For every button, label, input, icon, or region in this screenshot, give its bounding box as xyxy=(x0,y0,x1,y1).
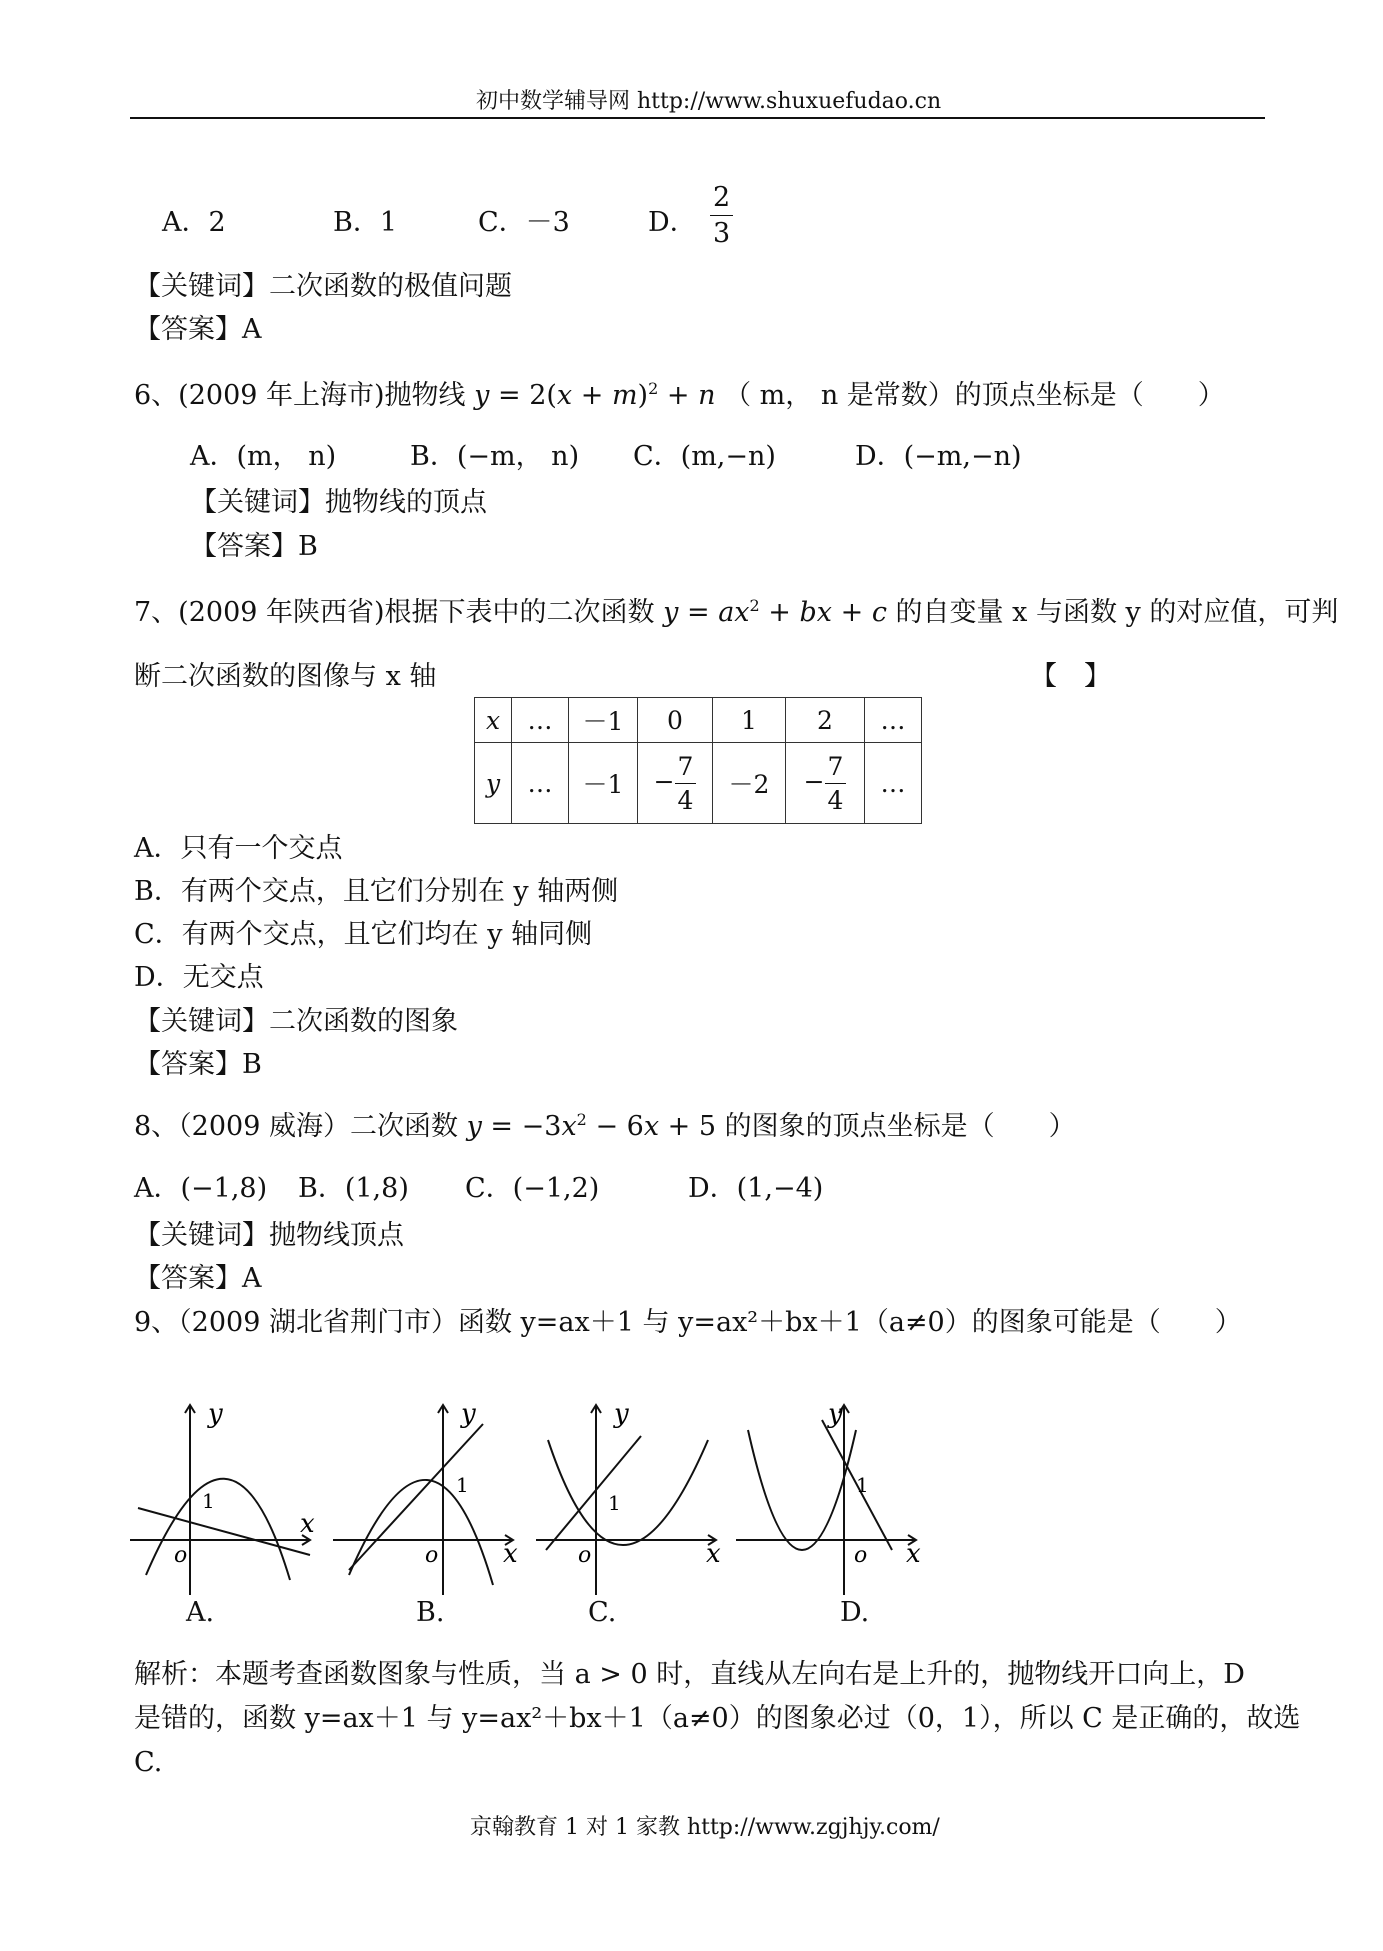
graph-c-label: C. xyxy=(588,1597,617,1628)
table-cell: … xyxy=(865,698,922,743)
table-cell: … xyxy=(512,743,569,824)
q6-formula: $y = 2(x + m)^2 + n$ xyxy=(474,379,716,411)
q8-option-a: A．(−1,8) xyxy=(134,1173,268,1204)
frac-numerator: 2 xyxy=(710,184,733,216)
q7-answer-bracket: 【 】 xyxy=(1030,661,1111,692)
table-cell: … xyxy=(865,743,922,824)
page-footer: 京翰教育 1 对 1 家教 http://www.zgjhjy.com/ xyxy=(470,1815,940,1840)
q8-option-c: C．(−1,2) xyxy=(465,1173,600,1204)
axis-x-label: x xyxy=(503,1539,518,1569)
table-cell: 2 xyxy=(786,698,865,743)
intercept-label: 1 xyxy=(608,1491,621,1515)
q8-formula: $y = -3x^2 - 6x + 5$ xyxy=(466,1110,725,1142)
table-cell: − $\frac{7}{4}$ xyxy=(786,743,865,824)
q8-answer: 【答案】A xyxy=(134,1263,262,1294)
graph-a-label: A. xyxy=(186,1597,215,1628)
q7-question-line1 xyxy=(134,596,1338,630)
q9-question: 9、（2009 湖北省荆门市）函数 y=ax＋1 与 y=ax²＋bx＋1（a≠0）的图象可能是（ ） xyxy=(134,1307,1242,1338)
q6-question xyxy=(134,379,1225,413)
q6-option-d: D．(−m,−n) xyxy=(855,441,1022,472)
analysis-line-1: 解析：本题考查函数图象与性质，当 a > 0 时，直线从左向右是上升的，抛物线开口向上，D xyxy=(134,1659,1245,1690)
q6-keyword: 【关键词】抛物线的顶点 xyxy=(190,487,487,518)
q8-question xyxy=(134,1110,1076,1144)
header-rule xyxy=(130,117,1265,119)
q8-prefix: 8、（2009 威海）二次函数 xyxy=(134,1111,458,1142)
q5-option-a: A．2 xyxy=(162,207,226,238)
frac-denominator: 3 xyxy=(713,218,731,249)
origin-label: o xyxy=(854,1543,868,1568)
axis-y-label: y xyxy=(208,1400,223,1429)
q8-suffix: 的图象的顶点坐标是（ ） xyxy=(724,1111,1076,1142)
graph-d xyxy=(736,1400,926,1600)
origin-label: o xyxy=(174,1543,188,1568)
graph-b-label: B. xyxy=(416,1597,445,1628)
q7-question-line2: 断二次函数的图像与 x 轴 xyxy=(134,661,437,692)
graph-c xyxy=(536,1400,726,1600)
q6-option-b: B．(−m， n) xyxy=(410,441,580,472)
q6-option-a: A．(m， n) xyxy=(190,441,337,472)
axis-x-label: x xyxy=(906,1539,921,1569)
table-cell: －1 xyxy=(569,743,638,824)
q5-option-d-fraction xyxy=(710,184,733,247)
page-header: 初中数学辅导网 http://www.shuxuefudao.cn xyxy=(476,89,942,114)
q7-option-a: A．只有一个交点 xyxy=(134,833,343,864)
table-cell: －2 xyxy=(713,743,786,824)
table-cell: … xyxy=(512,698,569,743)
graph-d-label: D. xyxy=(840,1597,870,1628)
axis-y-label: y xyxy=(461,1400,476,1429)
q6-answer: 【答案】B xyxy=(190,531,318,562)
q7-formula: $y = ax^2$ + bx + c xyxy=(663,596,887,628)
graph-b xyxy=(333,1400,523,1600)
intercept-label: 1 xyxy=(456,1473,469,1497)
table-cell: －1 xyxy=(569,698,638,743)
table-cell: − $\frac{7}{4}$ xyxy=(638,743,713,824)
analysis-line-2: 是错的，函数 y=ax＋1 与 y=ax²＋bx＋1（a≠0）的图象必过（0，1），所以 C 是正确的，故选 xyxy=(134,1703,1301,1734)
q7-answer: 【答案】B xyxy=(134,1049,262,1080)
q8-option-d: D．(1,−4) xyxy=(688,1173,824,1204)
q7-value-table xyxy=(474,697,922,824)
q7-option-b: B．有两个交点，且它们分别在 y 轴两侧 xyxy=(134,876,619,907)
q7-option-d: D．无交点 xyxy=(134,962,264,993)
table-row xyxy=(475,698,922,743)
q5-option-c: C．－3 xyxy=(478,207,570,238)
table-cell: 0 xyxy=(638,698,713,743)
q7-option-c: C．有两个交点，且它们均在 y 轴同侧 xyxy=(134,919,593,950)
q6-prefix: 6、(2009 年上海市)抛物线 xyxy=(134,380,466,411)
axis-x-label: x xyxy=(706,1539,721,1569)
origin-label: o xyxy=(578,1543,592,1568)
q7-keyword: 【关键词】二次函数的图象 xyxy=(134,1006,458,1037)
q6-option-c: C．(m,−n) xyxy=(633,441,776,472)
q5-keyword: 【关键词】二次函数的极值问题 xyxy=(134,271,512,302)
q6-suffix: （ m， n 是常数）的顶点坐标是（ ） xyxy=(724,380,1225,411)
origin-label: o xyxy=(425,1543,439,1568)
analysis-line-3: C. xyxy=(134,1747,163,1778)
intercept-label: 1 xyxy=(202,1489,215,1513)
table-cell: y xyxy=(475,743,512,824)
table-cell: x xyxy=(475,698,512,743)
intercept-label: 1 xyxy=(856,1473,869,1497)
q7-suffix: 的自变量 x 与函数 y 的对应值，可判 xyxy=(895,597,1339,628)
q7-prefix: 7、(2009 年陕西省)根据下表中的二次函数 xyxy=(134,597,655,628)
table-cell: 1 xyxy=(713,698,786,743)
q8-option-b: B．(1,8) xyxy=(298,1173,409,1204)
axis-x-label: x xyxy=(300,1509,315,1539)
axis-y-label: y xyxy=(828,1400,843,1429)
graph-a xyxy=(130,1400,320,1600)
axis-y-label: y xyxy=(614,1400,629,1429)
table-row xyxy=(475,743,922,824)
q5-option-d: D． xyxy=(648,207,697,238)
q5-option-b: B．1 xyxy=(333,207,398,238)
q5-answer: 【答案】A xyxy=(134,314,262,345)
q8-keyword: 【关键词】抛物线顶点 xyxy=(134,1220,404,1251)
